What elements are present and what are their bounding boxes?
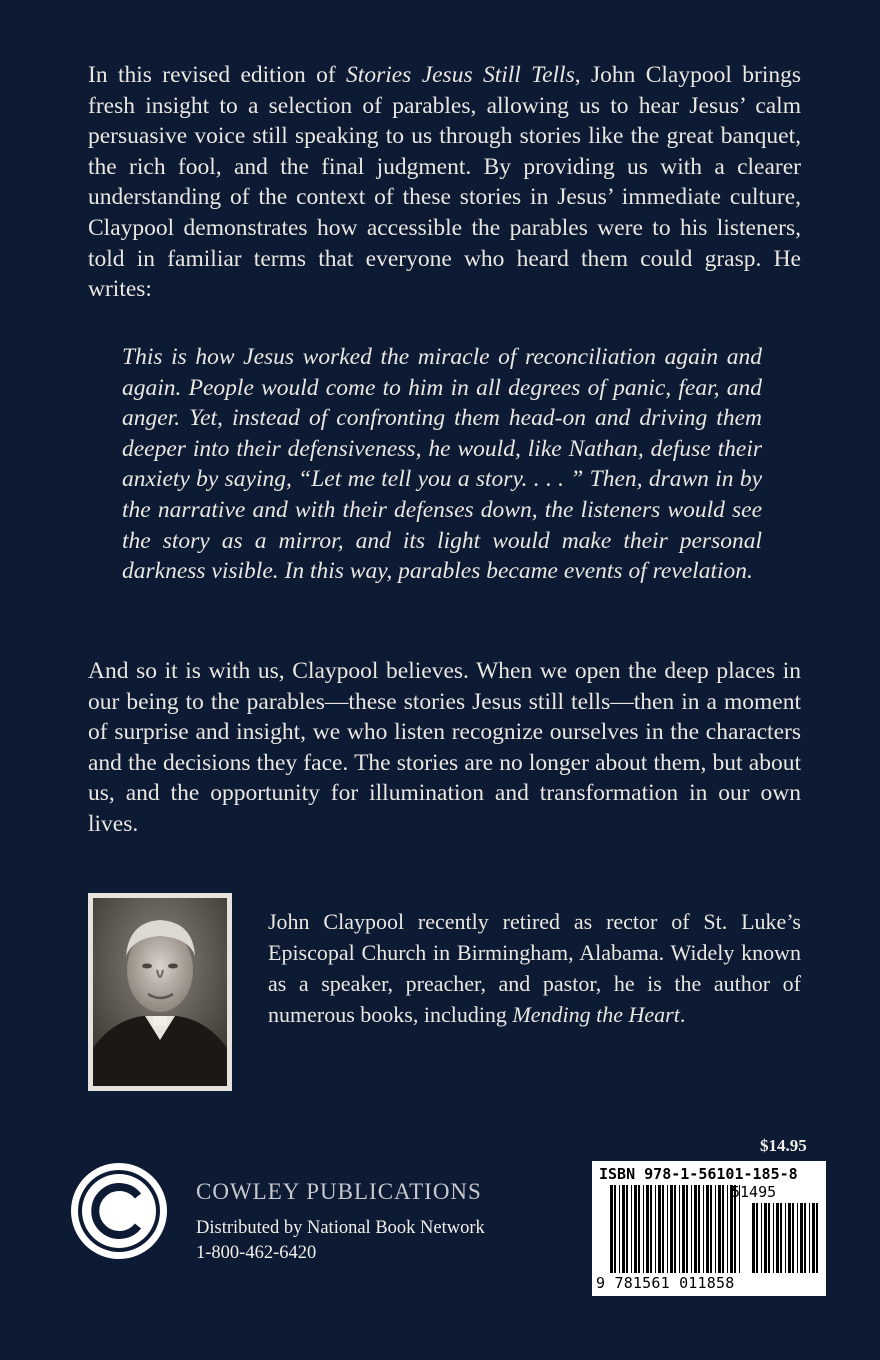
bio-punctuation: . xyxy=(679,1002,686,1027)
paragraph-text: , John Claypool brings fresh insight to a selection of parables, allowing us to hear Jesus’ calm persuasive voice still speaking to us through stories like the great banquet, the rich fool, and the final judgment. By providing us with a clearer understanding of the context of these stories in Jesus’ immediate culture, Claypool demonstrates how accessible the parables were to his listeners, told in familiar terms that everyone who heard them could grasp. He writes: xyxy=(88,62,802,303)
phone-number: 1-800-462-6420 xyxy=(196,1243,317,1263)
paragraph-text: In this revised edition of xyxy=(88,62,347,88)
excerpt-quote: This is how Jesus worked the miracle of reconciliation again and again. People would come to him in all degrees of panic, fear, and anger. Yet, instead of confronting them head-on and driving them deeper into their defensiveness, he would, like Nathan, defuse their anxiety by saying, “Let me tell you a story. . . . ” Then, drawn in by the narrative and with their defenses down, the listeners would see the story as a mirror, and its light would make their personal darkness visible. In this way, parables became events of revelation. xyxy=(122,344,762,585)
distributor-info xyxy=(196,1216,485,1266)
bio-text: John Claypool recently retired as rector of St. Luke’s Episcopal Church in Birmingham, Alabama. Widely known as a speaker, preacher, and pastor, he is the author of numerous books, including xyxy=(268,909,801,1027)
author-bio xyxy=(268,906,801,1030)
barcode xyxy=(592,1161,826,1296)
bio-book-title: Mending the Heart xyxy=(512,1002,680,1027)
book-title: Stories Jesus Still Tells xyxy=(346,62,575,88)
price-label: $14.95 xyxy=(760,1136,807,1155)
description-paragraph xyxy=(88,60,801,305)
author-portrait-icon xyxy=(93,898,227,1086)
ean-number: 9 781561 011858 xyxy=(596,1274,735,1292)
publisher-name: COWLEY PUBLICATIONS xyxy=(196,1179,482,1204)
distributor-line: Distributed by National Book Network xyxy=(196,1218,485,1238)
closing-paragraph: And so it is with us, Claypool believes. When we open the deep places in our being to the parables—these stories Jesus still tells—then in a moment of surprise and insight, we who listen recognize ourselves in the characters and the decisions they face. The stories are no longer about them, but about us, and the opportunity for illumination and transformation in our own lives. xyxy=(88,658,801,837)
author-photo xyxy=(88,893,232,1091)
isbn-number: ISBN 978-1-56101-185-8 xyxy=(599,1165,798,1183)
price-code: 51495 xyxy=(731,1183,777,1201)
copyright-circle-logo-icon xyxy=(68,1160,170,1262)
